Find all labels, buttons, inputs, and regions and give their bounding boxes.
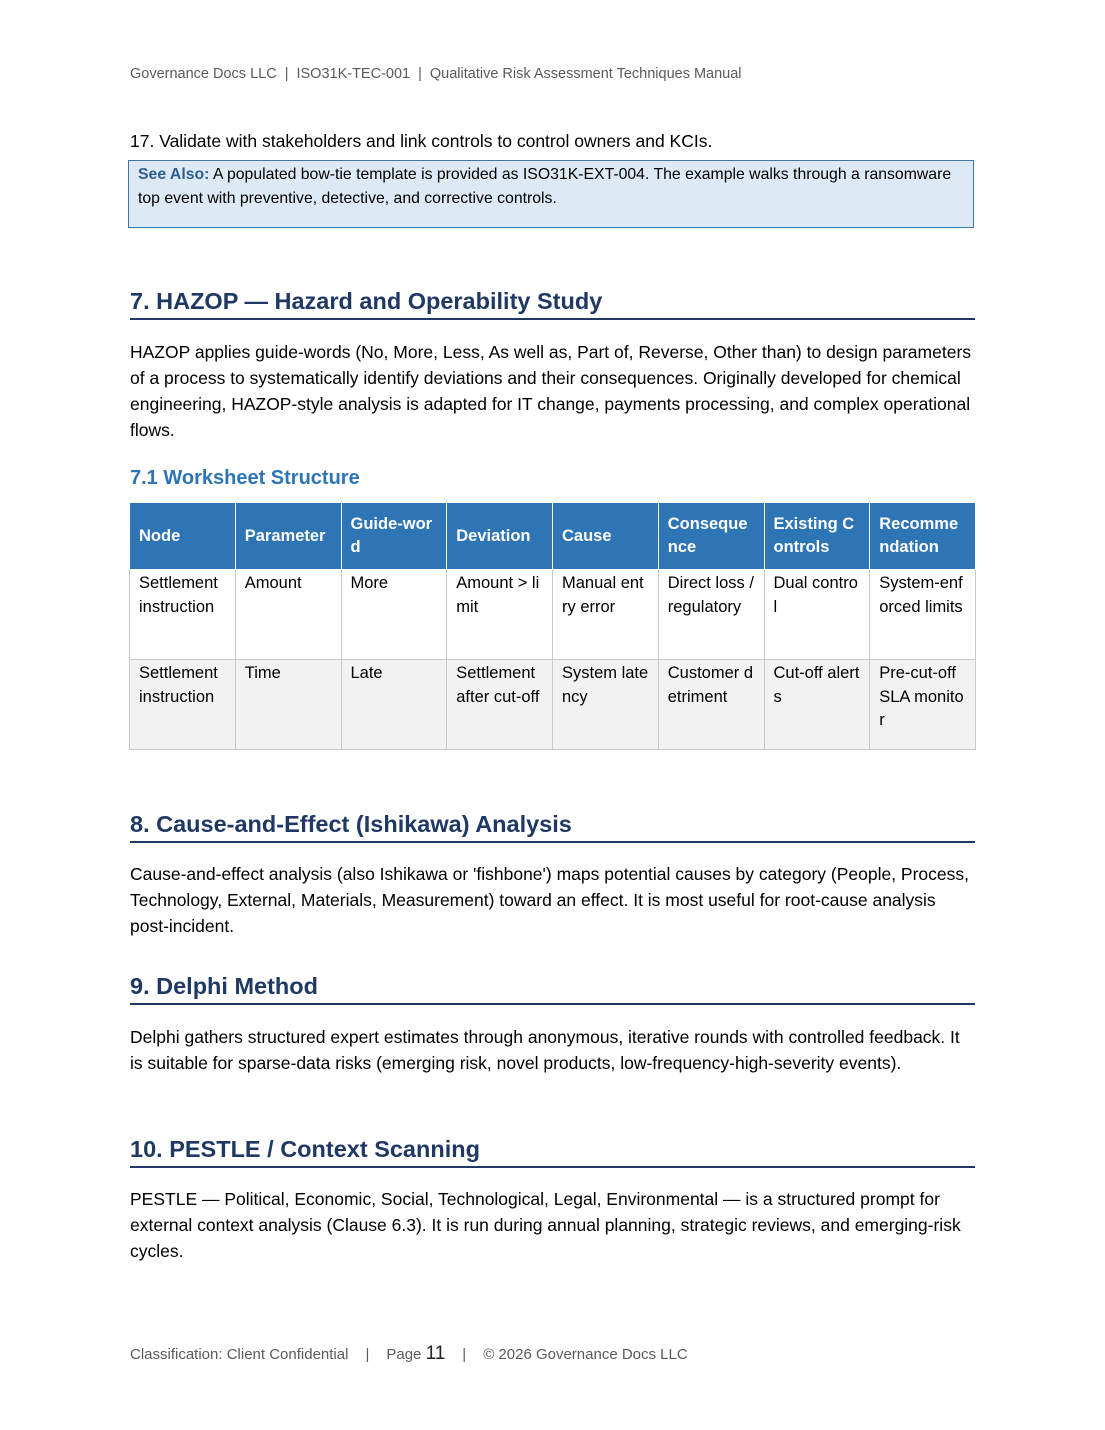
header-doc-id: ISO31K-TEC-001	[296, 66, 411, 82]
column-header: Existing Controls	[764, 503, 870, 570]
table-row	[130, 570, 976, 660]
table-cell: Direct loss / regulatory	[658, 570, 764, 660]
section-heading-pestle: 10. PESTLE / Context Scanning	[130, 1134, 975, 1168]
header-separator: |	[284, 66, 289, 82]
table-cell: More	[341, 570, 447, 660]
footer-copyright: © 2026 Governance Docs LLC	[483, 1346, 688, 1363]
header-doc-title: Qualitative Risk Assessment Techniques Manual	[429, 66, 742, 82]
running-header	[130, 66, 975, 82]
footer-page-label: Page	[386, 1346, 422, 1363]
column-header: Cause	[553, 503, 659, 570]
hazop-worksheet-table	[129, 502, 976, 750]
footer-classification: Classification: Client Confidential	[130, 1346, 349, 1363]
page-footer	[130, 1343, 688, 1365]
column-header: Recommendation	[870, 503, 976, 570]
column-header: Node	[130, 503, 236, 570]
table-row	[130, 660, 976, 750]
table-cell: Dual control	[764, 570, 870, 660]
section-heading-hazop: 7. HAZOP — Hazard and Operability Study	[130, 286, 975, 320]
column-header: Deviation	[447, 503, 553, 570]
header-company: Governance Docs LLC	[130, 66, 277, 82]
section-heading-ishikawa: 8. Cause-and-Effect (Ishikawa) Analysis	[130, 809, 975, 843]
see-also-callout	[128, 160, 974, 228]
section-body-ishikawa: Cause-and-effect analysis (also Ishikawa or 'fishbone') maps potential causes by category (People, Process, Technology, External, Materials, Measurement) toward an effect. It is most useful for root-cause analysis post-incident.	[130, 864, 970, 936]
table-cell: Time	[235, 660, 341, 750]
table-cell: Manual entry error	[553, 570, 659, 660]
column-header: Guide-word	[341, 503, 447, 570]
table-cell: Cut-off alerts	[764, 660, 870, 750]
section-body-delphi: Delphi gathers structured expert estimates through anonymous, iterative rounds with controlled feedback. It is suitable for sparse-data risks (emerging risk, novel products, low-frequency-high-severity events).	[130, 1027, 960, 1073]
table-cell: Late	[341, 660, 447, 750]
column-header: Parameter	[235, 503, 341, 570]
table-cell: Amount	[235, 570, 341, 660]
table-cell: Pre-cut-off SLA monitor	[870, 660, 976, 750]
section-body-pestle: PESTLE — Political, Economic, Social, Technological, Legal, Environmental — is a structured prompt for external context analysis (Clause 6.3). It is run during annual planning, strategic reviews, and emerging-risk cycles.	[130, 1189, 961, 1261]
table-cell: Amount > limit	[447, 570, 553, 660]
callout-text: A populated bow-tie template is provided as ISO31K-EXT-004. The example walks through a ransomware top event with preventive, detective, and corrective controls.	[138, 166, 952, 207]
column-header: Consequence	[658, 503, 764, 570]
table-cell: System latency	[553, 660, 659, 750]
section-heading-delphi: 9. Delphi Method	[130, 971, 975, 1005]
table-cell: System-enforced limits	[870, 570, 976, 660]
footer-page-number: 11	[425, 1343, 446, 1364]
table-cell: Settlement instruction	[130, 570, 236, 660]
header-separator: |	[418, 66, 422, 82]
subsection-heading-worksheet: 7.1 Worksheet Structure	[130, 467, 360, 489]
footer-separator: |	[462, 1346, 467, 1363]
footer-separator: |	[365, 1346, 370, 1363]
section-body-hazop: HAZOP applies guide-words (No, More, Less, As well as, Part of, Reverse, Other than) to design parameters of a process to systematically identify deviations and their consequences. Originally developed for chemical engineering, HAZOP-style analysis is adapted for IT change, payments processing, and complex operational flows.	[130, 342, 972, 440]
table-cell: Customer detriment	[658, 660, 764, 750]
table-header-row	[130, 503, 976, 570]
table-cell: Settlement instruction	[130, 660, 236, 750]
callout-label: See Also:	[138, 166, 210, 183]
step-17-text: 17. Validate with stakeholders and link controls to control owners and KCIs.	[130, 131, 713, 151]
table-cell: Settlement after cut-off	[447, 660, 553, 750]
